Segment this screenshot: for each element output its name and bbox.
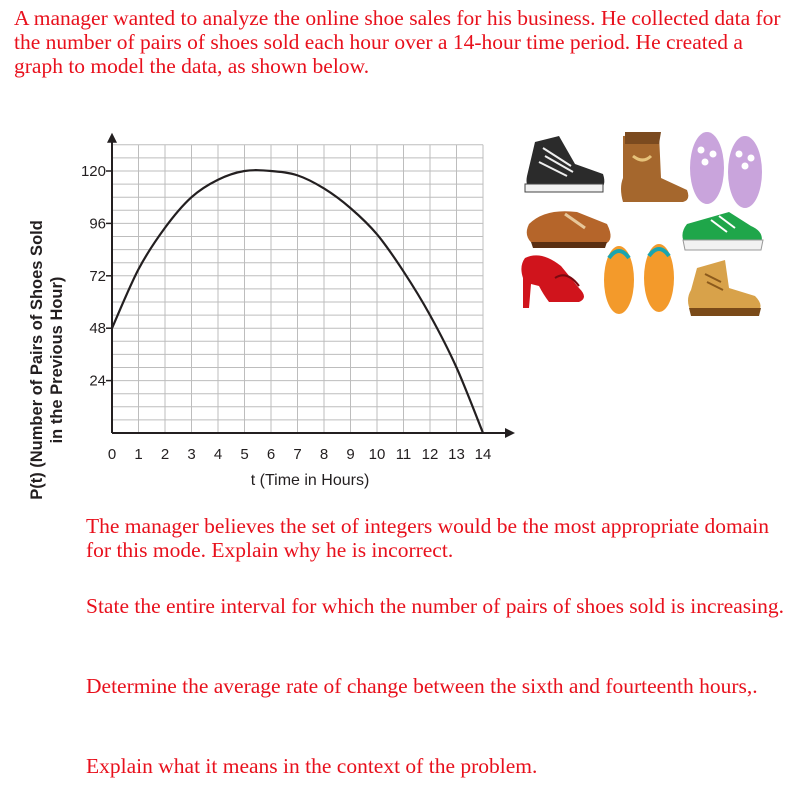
x-tick-label: 6: [266, 446, 276, 463]
x-tick-label: 1: [134, 446, 143, 463]
x-tick-label: 7: [293, 446, 302, 463]
x-tick-labels: [108, 446, 492, 463]
cowboy-boot-icon: [621, 132, 688, 202]
y-axis-label-line-1: P(t) (Number of Pairs of Shoes Sold: [28, 220, 46, 500]
question-domain: The manager believes the set of integers would be the most appropriate domain for this mode. Explain why he is incorrect.: [86, 514, 770, 562]
y-axis-arrow: [107, 133, 117, 143]
chart: [0, 100, 560, 500]
x-axis-label: t (Time in Hours): [250, 472, 370, 489]
x-tick-label: 3: [187, 446, 196, 463]
work-boot-icon: [688, 260, 761, 316]
red-heel-icon: [521, 255, 584, 308]
x-tick-label: 11: [395, 446, 412, 463]
intro-text: A manager wanted to analyze the online shoe sales for his business. He collected data for the number of pairs of shoes sold each hour over a 14-hour time period. He created a graph to model the data, as shown below.: [14, 6, 781, 78]
y-tick-label: 72: [89, 267, 106, 285]
x-tick-label: 8: [319, 446, 329, 463]
y-tick-label: 48: [89, 320, 106, 338]
question-context: Explain what it means in the context of the problem.: [86, 754, 538, 778]
flip-flop-icon: [604, 244, 674, 314]
high-top-sneaker-icon: [525, 136, 604, 192]
x-tick-label: 2: [160, 446, 170, 463]
x-tick-label: 12: [421, 446, 439, 463]
x-tick-label: 4: [213, 446, 223, 463]
shoe-illustrations: [515, 128, 777, 328]
x-tick-label: 9: [346, 446, 355, 463]
y-tick-label: 120: [80, 163, 106, 180]
x-tick-label: 13: [448, 446, 465, 463]
y-axis-label-line-2: in the Previous Hour): [48, 276, 66, 444]
y-tick-label: 96: [89, 215, 106, 233]
chart-axes: [107, 133, 515, 438]
x-tick-label: 0: [107, 446, 117, 463]
oxford-shoe-icon: [527, 211, 611, 248]
x-tick-label: 14: [474, 446, 492, 463]
x-tick-label: 10: [368, 446, 386, 463]
y-tick-label: 24: [89, 372, 106, 390]
question-rate-of-change: Determine the average rate of change between the sixth and fourteenth hours,.: [86, 674, 758, 698]
chart-grid: [112, 145, 483, 433]
question-increasing-interval: State the entire interval for which the number of pairs of shoes sold is increasing.: [86, 594, 784, 618]
green-sneaker-icon: [682, 212, 763, 250]
y-tick-labels: [81, 163, 112, 390]
x-axis-arrow: [505, 428, 515, 438]
x-tick-label: 5: [240, 446, 249, 463]
clog-icon: [690, 132, 762, 208]
